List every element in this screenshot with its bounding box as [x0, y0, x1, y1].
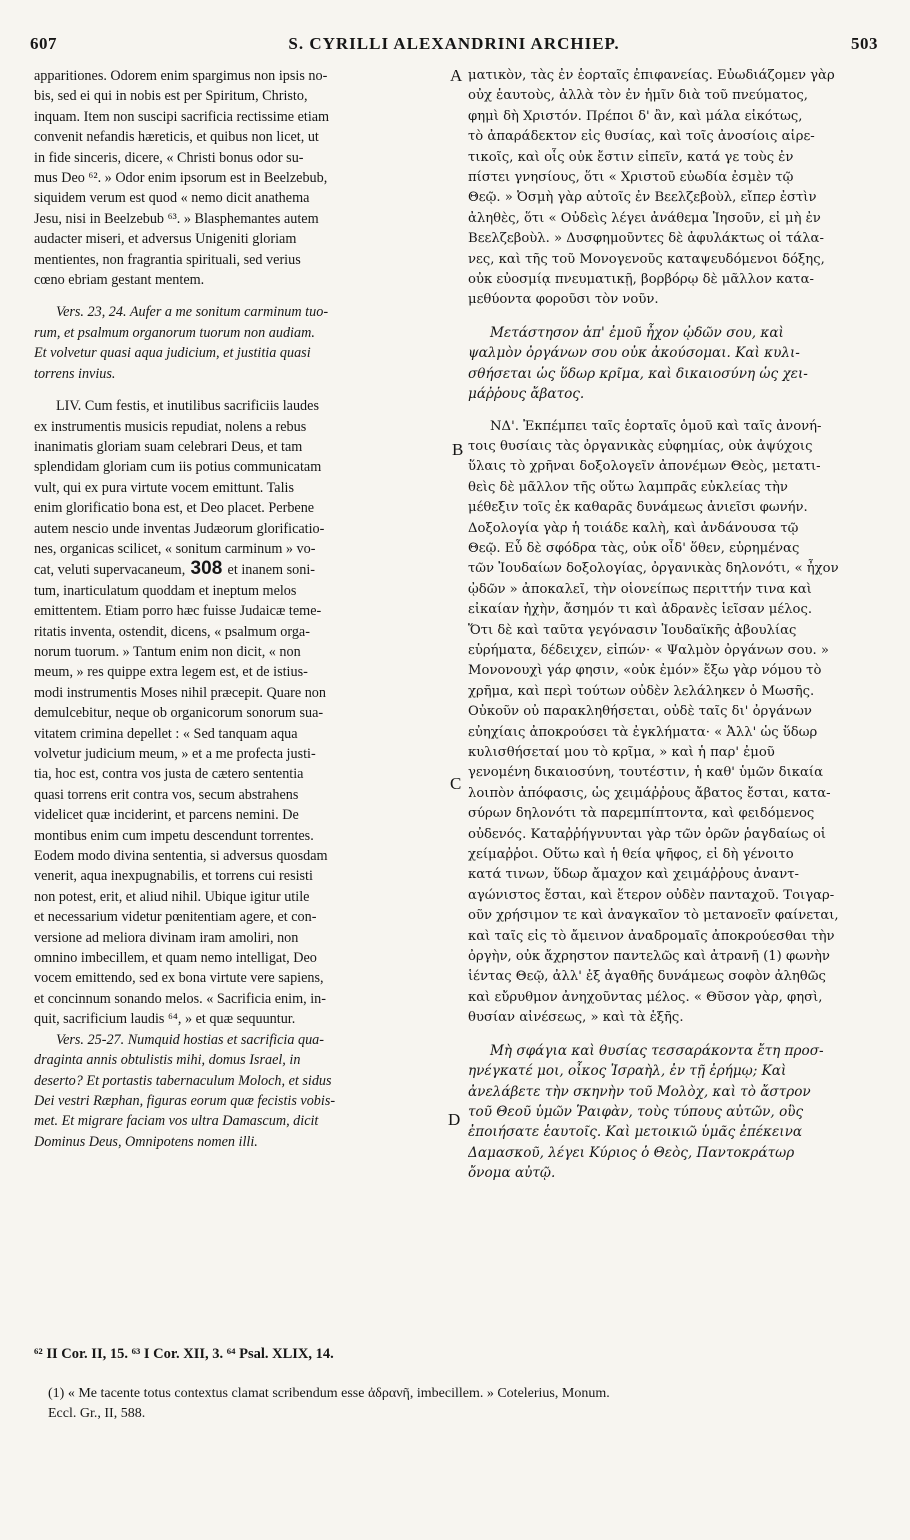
text-line: videlicet quæ inciderint, et parcens nemini. De: [34, 807, 299, 824]
verse-line: Et volvetur quasi aqua judicium, et justitia quasi: [34, 345, 311, 362]
text-line: εὐηχίαις ἀποκρούσει τὰ ἐγκλήματα· « Ἀλλ' ὡς ὕδωρ: [468, 724, 818, 740]
text-line: σύρων δηλονότι τὰ παρεμπίπτοντα, καὶ φειδόμενος: [468, 806, 815, 822]
verse-line: Μὴ σφάγια καὶ θυσίας τεσσαράκοντα ἔτη προσ-: [490, 1042, 824, 1059]
latin-column: [34, 66, 443, 1152]
text-line: inquam. Item non suscipi sacrificia rectissime etiam: [34, 108, 330, 125]
text-line: meum, » res quippe extra legem est, et de istius-: [34, 664, 308, 681]
text-line: convenit nefandis hæreticis, et quibus non licet, ut: [34, 129, 319, 146]
text-line: οῦν χρήσιμον τε καὶ ἀναγκαῖον τὸ μετανοεῖν φαίνεται,: [468, 908, 839, 924]
text-line: volvetur judicium meum, » et a me profecta justi-: [34, 746, 316, 762]
text-line: καὶ ταῖς εἰς τὸ ἄμεινον ἀναδρομαῖς ἀποκρούεσθαι τὴν: [468, 928, 835, 944]
greek-verse-23-24: [468, 323, 877, 405]
text-line: κατά τινων, ὕδωρ ἄμαχον καὶ χειμάῤῥους ἀναντ-: [468, 867, 799, 883]
verse-line: deserto? Et portastis tabernaculum Moloch, et sidus: [34, 1072, 332, 1089]
text-line: montibus enim cum impetu descendunt torrentes.: [34, 827, 314, 844]
text-line: et necessarium videtur pœnitentiam agere, et con-: [34, 909, 317, 926]
footnotes: ⁶² II Cor. II, 15. ⁶³ I Cor. XII, 3. ⁶⁴ Psal. XLIX, 14.: [34, 1346, 334, 1362]
margin-marker-b: B: [452, 440, 464, 459]
text-line: κυλισθήσεταί μου τὸ κρῖμα, » καὶ ἡ παρ' ἐμοῦ: [468, 745, 775, 760]
margin-marker-d: D: [448, 1110, 461, 1129]
latin-verse-23-24: [34, 302, 443, 384]
running-title: S. CYRILLI ALEXANDRINI ARCHIEP.: [288, 34, 620, 53]
verse-line: τοῦ Θεοῦ ὑμῶν Ῥαιφὰν, τοὺς τύπους αὐτῶν, οὓς: [468, 1103, 804, 1120]
verse-line: Dei vestri Ræphan, figuras eorum quæ fecistis vobis-: [34, 1092, 336, 1109]
text-line: vult, qui ex pura virtute vocem emittunt. Talis: [34, 479, 294, 496]
text-line: vitatem crimina depellet : « Sed tanquam aqua: [34, 725, 298, 742]
text-line: Ὅτι δὲ καὶ ταῦτα γεγόνασιν Ἰουδαϊκῆς ἀβουλίας: [468, 622, 797, 638]
text-line: ΝΔ'. Ἐκπέμπει ταῖς ἑορταῖς ὁμοῦ καὶ ταῖς ἀνονή-: [490, 418, 822, 434]
text-line: μεθύοντα φοροῦσι τὸν νοῦν.: [468, 292, 659, 308]
verse-line: draginta annis obtulistis mihi, domus Israel, in: [34, 1052, 301, 1069]
text-line: οὐδενός. Καταῤῥήγνυνται γὰρ τῶν ὀρῶν ῥαγδαίως οἱ: [468, 826, 826, 842]
text-line: emittentem. Etiam porro hæc fuisse Judaicæ teme-: [34, 603, 322, 620]
verse-line: Μετάστησον ἀπ' ἐμοῦ ἦχον ᾠδῶν σου, καὶ: [490, 324, 784, 341]
text-line: θεὶς δὲ μᾶλλον τῆς οὕτω λαμπρᾶς εὐκλείας τὴν: [468, 479, 788, 495]
text-line: τικοῖς, καὶ οἷς οὐκ ἔστιν εἰπεῖν, κατά γε τοὺς ἐν: [468, 149, 794, 165]
latin-paragraph-liv: [34, 396, 443, 1030]
text-line: τῶν Ἰουδαίων δοξολογίας, ὀργανικὰς δηλονότι, « ἦχον: [468, 561, 839, 577]
verse-line: torrens invius.: [34, 365, 116, 382]
note-line: Eccl. Gr., II, 588.: [48, 1406, 146, 1421]
column-number-308: 308: [185, 559, 228, 580]
text-line: omnino imbecillem, et quam nemo intelligat, Deo: [34, 950, 317, 967]
latin-verse-25-27: [34, 1030, 443, 1152]
text-line: χείμαῤῥοι. Οὕτω καὶ ἡ θεία ψῆφος, εἰ δὴ γένοιτο: [468, 847, 794, 863]
text-line: γενομένη δικαιοσύνη, τουτέστιν, ἡ καθ' ὑμῶν δικαία: [468, 765, 824, 781]
margin-marker-a: A: [450, 66, 463, 85]
text-line: ὕλαις τὸ χρῆναι δοξολογεῖν ἀπονέμων Θεὸς, μετατι-: [468, 459, 821, 475]
text-line: siquidem verum est quod « nemo dicit anathema: [34, 190, 310, 207]
text-line: ὀργὴν, οὐκ ἄχρηστον παντελῶς καὶ ἀτρανῆ (1) φωνὴν: [468, 949, 830, 965]
text-line: venerit, aqua inexpugnabilis, et torrens cui resisti: [34, 868, 313, 885]
verse-line: σθήσεται ὡς ὕδωρ κρῖμα, καὶ δικαιοσύνη ὡς χει-: [468, 365, 808, 382]
text-line: cat, veluti supervacaneum, 308 et inanem soni-: [34, 559, 316, 580]
verse-line: met. Et migrare faciam vos ultra Damascum, dicit: [34, 1113, 319, 1130]
text-line: εἰκαίαν ἠχὴν, ἄσημόν τι καὶ ἀδρανὲς ἱεῖσαν μέλος.: [468, 602, 813, 618]
verse-line: Dominus Deus, Omnipotens nomen illi.: [34, 1133, 258, 1150]
text-line: autem nescio unde inventas Judæorum glorificatio-: [34, 520, 325, 537]
verse-line: Vers. 23, 24. Aufer a me sonitum carminum tuo-: [56, 304, 329, 321]
text-line: nes, organicas scilicet, « sonitum carminum » vo-: [34, 540, 316, 557]
text-line: καὶ εὔρυθμον ἀνηχοῦντας μέλος. « Θῦσον γὰρ, φησὶ,: [468, 989, 823, 1005]
text-line: inanimatis gloriam suam celebrari Deus, et tam: [34, 438, 303, 455]
text-line: ex instrumentis musicis repudiat, nolens a rebus: [34, 418, 307, 435]
verse-line: ψαλμὸν ὀργάνων σου οὐκ ἀκούσομαι. Καὶ κυλι-: [468, 345, 800, 362]
text-line: οὐχ ἑαυτοὺς, ἀλλὰ τὸν ἐν ἡμῖν διὰ τοῦ πνεύματος,: [468, 88, 808, 104]
margin-marker-c: C: [450, 774, 462, 793]
text-line: ματικὸν, τὰς ἐν ἑορταῖς ἐπιφανείας. Εὐωδιάζομεν γὰρ: [468, 68, 835, 83]
text-line: ritatis inventa, ostendit, dicens, « psalmum orga-: [34, 623, 310, 640]
text-line: ᾠδῶν » ἀποκαλεῖ, τὴν οἱονείπως περιττήν τινα καὶ: [468, 581, 812, 597]
text-line: Βεελζεβοὺλ. » Δυσφημοῦντες δὲ ἀφυλάκτως οἱ τάλα-: [468, 231, 824, 247]
greek-verse-25-27: [468, 1041, 877, 1184]
greek-paragraph-nd: [468, 417, 877, 1029]
text-line: audacter miseri, et adversus Unigeniti gloriam: [34, 231, 297, 248]
text-line: vocem emittendo, sed ex bona virtute vere sapiens,: [34, 970, 324, 987]
text-line: πίστει γνησίους, ὅτι « Χριστοῦ εὐωδία ἐσμὲν τῷ: [468, 170, 794, 186]
text-line: μέθεξιν τοῖς ἐκ καθαρᾶς δυνάμεως ἀνιεῖσι φωνήν.: [468, 500, 808, 516]
left-page-number: 607: [30, 34, 57, 53]
note-line: (1) « Me tacente totus contextus clamat scribendum esse ἀδρανῆ, imbecillem. » Cotelerius, Monum.: [48, 1386, 610, 1401]
verse-line: ὄνομα αὐτῷ.: [468, 1165, 556, 1182]
text-line: λοιπὸν ἀπόφασις, ὡς χειμάῤῥους ἄβατος ἔσται, κατα-: [468, 785, 831, 801]
text-line: Μονονουχὶ γάρ φησιν, «οὐκ ἐμόν» ἔξω γὰρ νόμου τὸ: [468, 663, 822, 679]
verse-line: ἀνελάβετε τὴν σκηνὴν τοῦ Μολὸχ, καὶ τὸ ἄστρον: [468, 1083, 811, 1100]
text-line: tum, inarticulatum quoddam et ineptum melos: [34, 582, 297, 599]
text-line: ἀληθὲς, ὅτι « Οὐδεὶς λέγει ἀνάθεμα Ἰησοῦν, εἰ μὴ ἐν: [468, 210, 821, 226]
text-line: αγώνιστος ἔσται, καὶ ἕτερον οὐδὲν πανταχοῦ. Τοιγαρ-: [468, 887, 835, 903]
text-line: τοις θυσίαις τὰς ὀργανικὰς εὐφημίας, οὐκ ἀψύχοις: [468, 438, 813, 454]
text-line: τὸ ἀπαράδεκτον εἰς θυσίας, καὶ τοῖς ἀνοσίοις αἱρε-: [468, 129, 815, 145]
text-line: LIV. Cum festis, et inutilibus sacrificiis laudes: [56, 398, 319, 415]
text-line: mentientes, non fragrantia spirituali, sed verius: [34, 251, 301, 268]
text-line: Eodem modo divina sententia, si adversus quosdam: [34, 848, 328, 865]
text-line: ἱέντας Θεῷ, ἀλλ' ἐξ ἀγαθῆς δυνάμεως σοφὸν ἀληθῶς: [468, 969, 826, 985]
text-line-tail: et inanem soni-: [227, 562, 316, 579]
text-line: mus Deo ⁶². » Odor enim ipsorum est in Beelzebub,: [34, 170, 328, 187]
text-line: Δοξολογία γὰρ ἡ τοιάδε καλὴ, καὶ ἀνδάνουσα τῷ: [468, 520, 799, 536]
text-line: non potest, erit, et aliud nihil. Ubique igitur utile: [34, 888, 310, 905]
verse-line: ἐποιήσατε ἑαυτοῖς. Καὶ μετοικιῶ ὑμᾶς ἐπέκεινα: [468, 1124, 803, 1141]
latin-intro-paragraph: [34, 66, 443, 290]
text-line: οὐκ εὐοσμίᾳ πνευματικῇ, βορβόρῳ δὲ μᾶλλον κατα-: [468, 272, 814, 288]
text-line: splendidam gloriam cum iis potius communicatam: [34, 459, 322, 476]
text-line: enim glorificatio bona est, et Deo placet. Perbene: [34, 500, 315, 517]
text-line: norum tuorum. » Tantum enim non dicit, « non: [34, 643, 301, 660]
text-line: quasi torrens erit contra vos, secum abstrahens: [34, 786, 299, 803]
text-line: Θεῷ. » Ὀσμὴ γὰρ αὐτοῖς ἐν Βεελζεβοὺλ, εἴπερ ἐστὶν: [468, 190, 817, 206]
text-line: Οὐκοῦν οὐ παρακληθήσεται, οὐδὲ ταῖς δι' ὀργάνων: [468, 704, 812, 720]
page-header: [30, 34, 878, 60]
greek-column: [468, 66, 877, 1184]
text-line: φημὶ δὴ Χριστόν. Πρέποι δ' ἂν, καὶ μάλα εἰκότως,: [468, 108, 803, 124]
text-line: εὑρήματα, δέδειχεν, εἰπών· « Ψαλμὸν ὀργάνων σου. »: [468, 642, 830, 658]
text-line: demulcebitur, neque ob organicorum sonorum sua-: [34, 705, 324, 722]
text-line: et concinnum sonando melos. « Sacrificia enim, in-: [34, 990, 326, 1007]
text-line: cœno ebriam gestant mentem.: [34, 272, 205, 289]
text-line: quit, sacrificium laudis ⁶⁴, » et quæ sequuntur.: [34, 1011, 296, 1028]
verse-line: Δαμασκοῦ, λέγει Κύριος ὁ Θεὸς, Παντοκράτωρ: [468, 1144, 795, 1161]
verse-line: rum, et psalmum organorum tuorum non audiam.: [34, 324, 315, 341]
text-line: νες, καὶ τῆς τοῦ Μονογενοῦς καταψευδόμενοι δόξης,: [468, 251, 825, 267]
verse-line: Vers. 25-27. Numquid hostias et sacrificia qua-: [56, 1031, 324, 1048]
text-line: bis, sed ei qui in nobis est per Spiritum, Christo,: [34, 88, 308, 105]
text-line: θυσίαν αἰνέσεως, » καὶ τὰ ἑξῆς.: [468, 1010, 684, 1026]
editorial-note: [48, 1384, 878, 1424]
text-line: modi instrumentis Moses nihil præcepit. Quare non: [34, 684, 326, 701]
text-line: Jesu, nisi in Beelzebub ⁶³. » Blasphemantes autem: [34, 210, 319, 227]
text-line: in fide sinceris, dicere, « Christi bonus odor su-: [34, 149, 304, 166]
text-line: versione ad meliora divinam iram amoliri, non: [34, 929, 299, 946]
text-line: tia, hoc est, contra vos justa de cætero sententia: [34, 766, 304, 783]
verse-line: ηνέγκατέ μοι, οἶκος Ἰσραὴλ, ἐν τῇ ἐρήμῳ; Καὶ: [468, 1063, 787, 1080]
text-line: Θεῷ. Εὖ δὲ σφόδρα τὰς, οὐκ οἶδ' ὅθεν, εὑρημένας: [468, 540, 800, 556]
right-page-number: 503: [851, 34, 878, 53]
text-line: apparitiones. Odorem enim spargimus non ipsis no-: [34, 68, 328, 84]
verse-line: μάῤῥους ἄβατος.: [468, 386, 585, 403]
text-line: χρῆμα, καὶ περὶ τούτων οὐδὲν λελάληκεν ὁ Μωσῆς.: [468, 683, 815, 699]
greek-intro-paragraph: [468, 66, 877, 311]
